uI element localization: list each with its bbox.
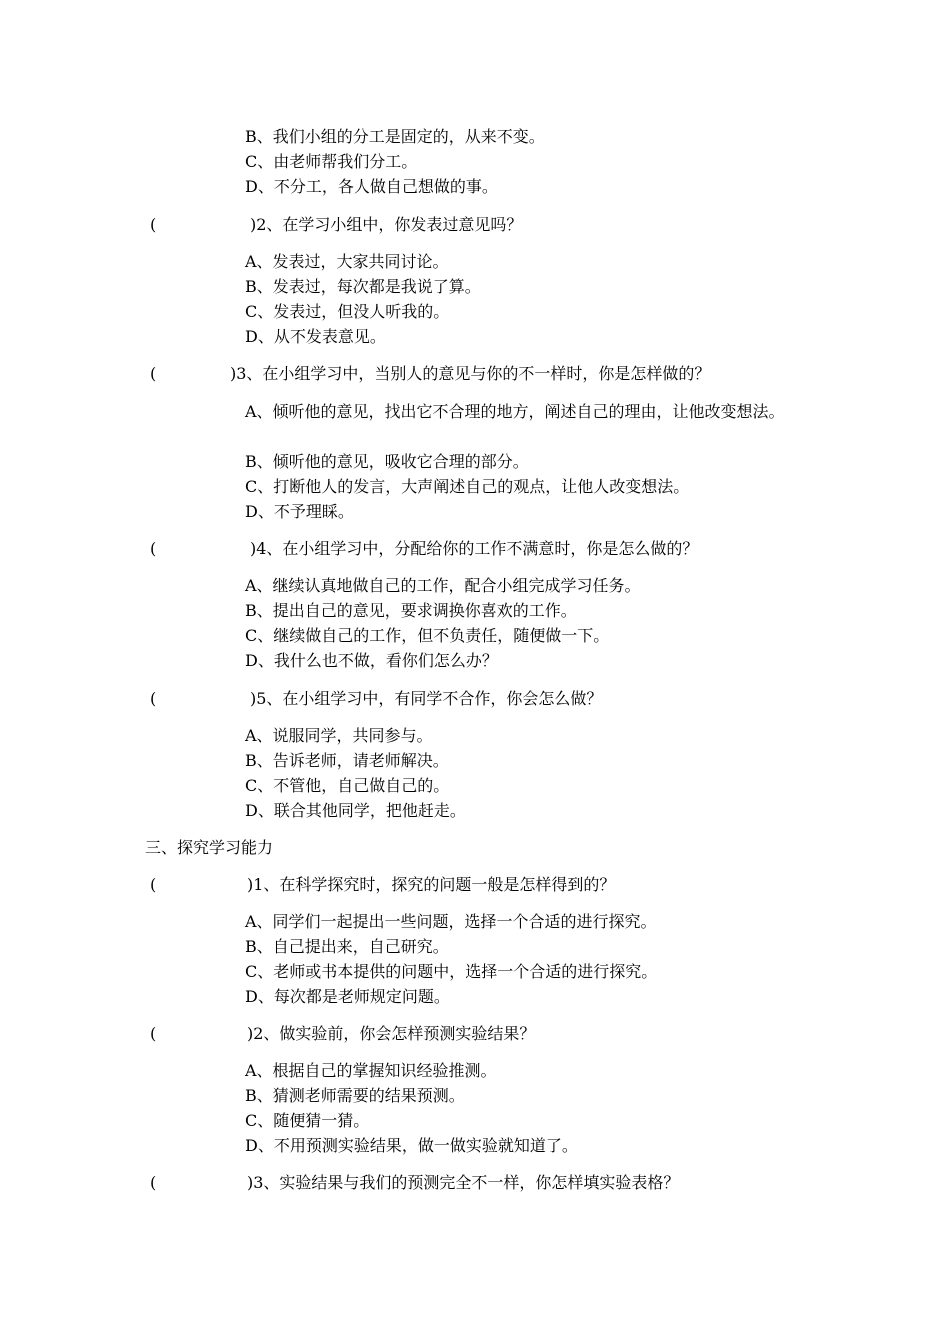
s3-question-2-text: )2、做实验前，你会怎样预测实验结果？ [247, 1024, 536, 1043]
option-5d: D、联合其他同学，把他赶走。 [245, 801, 466, 820]
option-4c: C、继续做自己的工作，但不负责任，随便做一下。 [245, 626, 610, 645]
option-3b: B、倾听他的意见，吸收它合理的部分。 [245, 452, 529, 471]
answer-blank-open: ( [150, 875, 157, 894]
answer-blank-open: ( [150, 689, 157, 708]
option-2a: A、发表过，大家共同讨论。 [245, 252, 449, 271]
s3-option-2c: C、随便猜一猜。 [245, 1111, 370, 1130]
answer-blank-open: ( [150, 539, 157, 558]
section-heading: 三、探究学习能力 [145, 838, 274, 857]
s3-option-2b: B、猜测老师需要的结果预测。 [245, 1086, 465, 1105]
option-5b: B、告诉老师，请老师解决。 [245, 751, 449, 770]
question-3-text: )3、在小组学习中，当别人的意见与你的不一样时，你是怎样做的？ [230, 364, 711, 383]
option-3d: D、不予理睬。 [245, 502, 354, 521]
s3-question-1-text: )1、在科学探究时，探究的问题一般是怎样得到的？ [247, 875, 616, 894]
s3-option-1d: D、每次都是老师规定问题。 [245, 987, 450, 1006]
answer-blank-open: ( [150, 364, 157, 383]
s3-option-1c: C、老师或书本提供的问题中，选择一个合适的进行探究。 [245, 962, 658, 981]
option-1c: C、由老师帮我们分工。 [245, 152, 418, 171]
option-2c: C、发表过，但没人听我的。 [245, 302, 450, 321]
option-3a: A、倾听他的意见，找出它不合理的地方，阐述自己的理由，让他改变想法。 [245, 402, 785, 421]
question-2-text: )2、在学习小组中，你发表过意见吗？ [250, 215, 523, 234]
s3-option-2d: D、不用预测实验结果，做一做实验就知道了。 [245, 1136, 578, 1155]
answer-blank-open: ( [150, 1173, 157, 1192]
answer-blank-open: ( [150, 1024, 157, 1043]
option-4b: B、提出自己的意见，要求调换你喜欢的工作。 [245, 601, 577, 620]
option-1d: D、不分工，各人做自己想做的事。 [245, 177, 498, 196]
option-2b: B、发表过，每次都是我说了算。 [245, 277, 481, 296]
option-2d: D、从不发表意见。 [245, 327, 386, 346]
s3-question-3-text: )3、实验结果与我们的预测完全不一样，你怎样填实验表格？ [247, 1173, 680, 1192]
option-4a: A、继续认真地做自己的工作，配合小组完成学习任务。 [245, 576, 641, 595]
option-5a: A、说服同学，共同参与。 [245, 726, 433, 745]
option-3c: C、打断他人的发言，大声阐述自己的观点，让他人改变想法。 [245, 477, 690, 496]
s3-option-2a: A、根据自己的掌握知识经验推测。 [245, 1061, 497, 1080]
s3-option-1b: B、自己提出来，自己研究。 [245, 937, 449, 956]
option-5c: C、不管他，自己做自己的。 [245, 776, 450, 795]
answer-blank-open: ( [150, 215, 157, 234]
s3-option-1a: A、同学们一起提出一些问题，选择一个合适的进行探究。 [245, 912, 657, 931]
question-4-text: )4、在小组学习中，分配给你的工作不满意时，你是怎么做的？ [250, 539, 699, 558]
question-5-text: )5、在小组学习中，有同学不合作，你会怎么做？ [250, 689, 603, 708]
option-1b: B、我们小组的分工是固定的，从来不变。 [245, 127, 545, 146]
option-4d: D、我什么也不做，看你们怎么办？ [245, 651, 498, 670]
